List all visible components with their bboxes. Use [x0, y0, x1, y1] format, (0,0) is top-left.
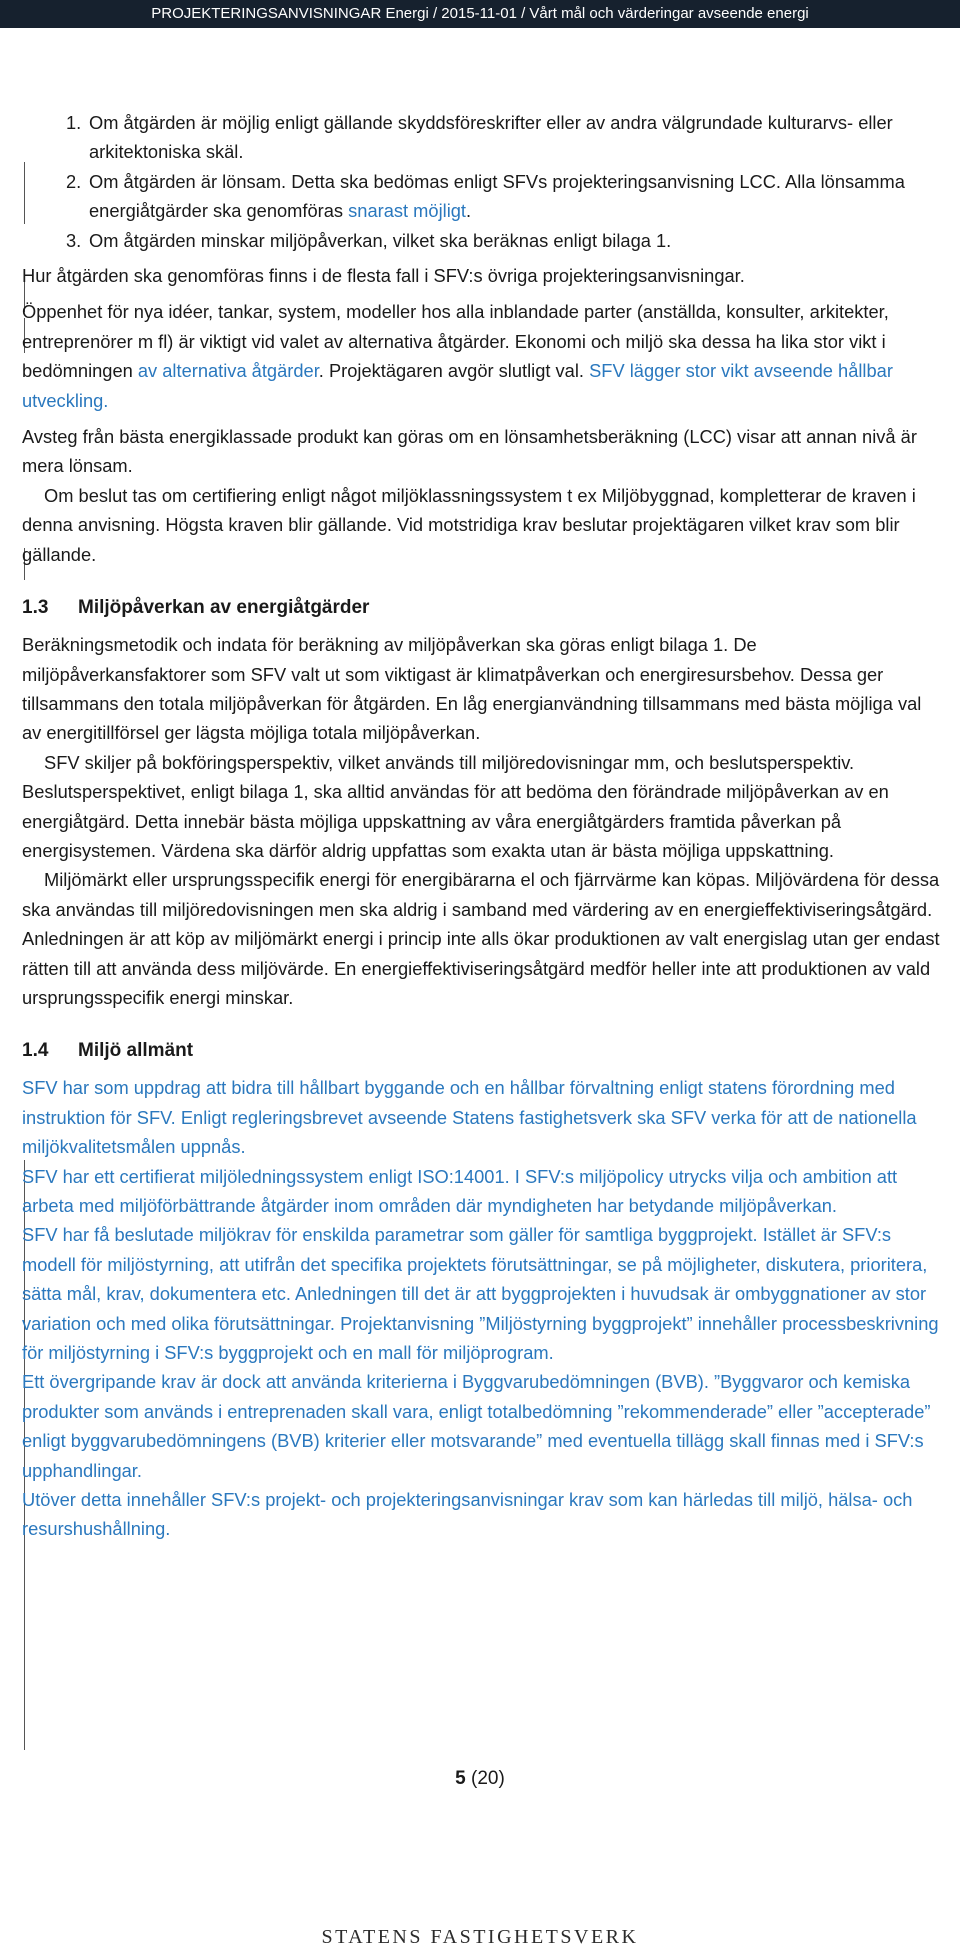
paragraph-oppenhet [22, 297, 942, 415]
list-number: 2. [66, 170, 82, 192]
paragraph: SFV har ett certifierat miljöledningssystem enligt ISO:14001. I SFV:s miljöpolicy utrycks vilja och ambition att arbeta med miljöförbättrande åtgärder inom områden där myndigheten har betydande miljöpåverkan. [22, 1165, 898, 1216]
document-body [22, 108, 942, 1544]
list-number: 3. [66, 229, 82, 251]
paragraph-hur: Hur åtgärden ska genomföras finns i de flesta fall i SFV:s övriga projekteringsanvisningar. [22, 265, 745, 287]
paragraph-text: . Projektägaren avgör slutligt val. [318, 360, 590, 382]
page-current: 5 [455, 1768, 466, 1789]
list-number: 1. [66, 112, 82, 133]
paragraph-certifiering: Om beslut tas om certifiering enligt något miljöklassningssystem t ex Miljöbyggnad, kompletterar de kraven i denna anvisning. Högsta kraven blir gällande. Vid motstridiga krav beslutar projektägaren vilket krav som blir gällande. [22, 484, 916, 565]
list-item-text: Om åtgärden minskar miljöpåverkan, vilket ska beräknas enligt bilaga 1. [89, 229, 672, 251]
criteria-list [22, 108, 942, 255]
list-item-text: Om åtgärden är lönsam. Detta ska bedömas enligt SFVs projekteringsanvisning LCC. Alla lönsamma energiåtgärder ska genomföras [89, 170, 905, 222]
paragraph: Beräkningsmetodik och indata för beräkning av miljöpåverkan ska göras enligt bilaga 1. De miljöpåverkansfaktorer som SFV valt ut som viktigast är klimatpåverkan och energiresursbehov. Dessa ger tillsammans den totala miljöpåverkan för åtgärden. En låg energianvändning tillsammans med bästa möjliga val av energitillförsel ger lägsta möjliga totala miljöpåverkan. [22, 634, 922, 744]
section-heading-1-4 [22, 1036, 942, 1066]
section-title: Miljöpåverkan av energiåtgärder [78, 597, 370, 619]
section-title: Miljö allmänt [78, 1040, 194, 1062]
highlighted-text: snarast möjligt [348, 200, 466, 222]
list-item-text: . [466, 200, 472, 222]
paragraph-text: Öppenhet för nya idéer, tankar, system, modeller hos alla inblandade parter (anställda, konsulter, arkitekter, entreprenörer m fl) är viktigt vid valet av alternativa åtgärder. Ekonomi och miljö ska dessa ha lika stor vikt i bedömningen [22, 301, 889, 382]
highlighted-text: SFV lägger stor vikt avseende hållbar utveckling. [22, 360, 893, 411]
page-header [0, 0, 960, 28]
highlighted-text: av alternativa åtgärder [137, 360, 319, 382]
paragraph: Miljömärkt eller ursprungsspecifik energi för energibärarna el och fjärrvärme kan köpas. Miljövärdena för dessa ska användas till miljöredovisningen men ska aldrig i samband med värdering av en energieffektiviseringsåtgärd. Anledningen är att köp av miljömärkt energi i princip inte alls ökar produktionen av valt energislag utan ger endast rätten till att använda dess miljövärde. En energieffektiviseringsåtgärd medför heller inte att produktionen av vald ursprungsspecifik energi minskar. [22, 869, 940, 1008]
list-item-text: Om åtgärden är möjlig enligt gällande skyddsföreskrifter eller av andra välgrundade kulturarvs- eller arkitektoniska skäl. [89, 112, 893, 163]
page-total: (20) [471, 1768, 505, 1789]
section-heading-1-3 [22, 593, 942, 623]
paragraph: SFV har som uppdrag att bidra till hållbart byggande och en hållbar förvaltning enligt statens förordning med instruktion för SFV. Enligt regleringsbrevet avseende Statens fastighetsverk ska SFV verka för att de nationella miljökvalitetsmålen uppnås. [22, 1077, 917, 1158]
list-item [22, 226, 942, 255]
section-number: 1.3 [22, 597, 49, 619]
list-item [22, 167, 942, 226]
paragraph: SFV skiljer på bokföringsperspektiv, vilket används till miljöredovisningar mm, och beslutsperspektiv. Beslutsperspektivet, enligt bilaga 1, ska alltid användas för att bedöma den förändrade miljöpåverkan av en energiåtgärd. Detta innebär bästa möjliga uppskattning av våra energiåtgärders framtida påverkan på energisystemen. Värdena ska därför aldrig uppfattas som exakta utan är bästa möjliga uppskattning. [22, 751, 889, 861]
paragraph: SFV har få beslutade miljökrav för enskilda parametrar som gäller för samtliga byggprojekt. Istället är SFV:s modell för miljöstyrning, att utifrån det specifika projektets förutsättningar, se på möjligheter, diskutera, prioritera, sätta mål, krav, dokumentera etc. Anledningen till det är att byggprojekten i huvudsak är ombyggnationer av stor variation och med olika förutsättningar. Projektanvisning ”Miljöstyrning byggprojekt” innehåller processbeskrivning för miljöstyrning i SFV:s byggprojekt och en mall för miljöprogram. [22, 1224, 939, 1364]
paragraph-avsteg: Avsteg från bästa energiklassade produkt kan göras om en lönsamhetsberäkning (LCC) visar att annan nivå är mera lönsam. [22, 426, 917, 477]
footer-logo-text: STATENS FASTIGHETSVERK [321, 1926, 639, 1948]
list-item [22, 108, 942, 167]
page-number [0, 1768, 960, 1790]
header-text: PROJEKTERINGSANVISNINGAR Energi / 2015-11-01 / Vårt mål och värderingar avseende energi [151, 5, 809, 22]
section-number: 1.4 [22, 1040, 49, 1062]
paragraph: Utöver detta innehåller SFV:s projekt- och projekteringsanvisningar krav som kan härledas till miljö, hälsa- och resurshushållning. [22, 1489, 913, 1540]
paragraph: Ett övergripande krav är dock att använda kriterierna i Byggvarubedömningen (BVB). ”Byggvaror och kemiska produkter som används i entreprenaden skall vara, enligt totalbedömning ”rekommenderade” eller ”accepterade” enligt byggvarubedömningens (BVB) kriterier eller motsvarande” med eventuella tillägg skall finnas med i SFV:s upphandlingar. [22, 1371, 931, 1481]
